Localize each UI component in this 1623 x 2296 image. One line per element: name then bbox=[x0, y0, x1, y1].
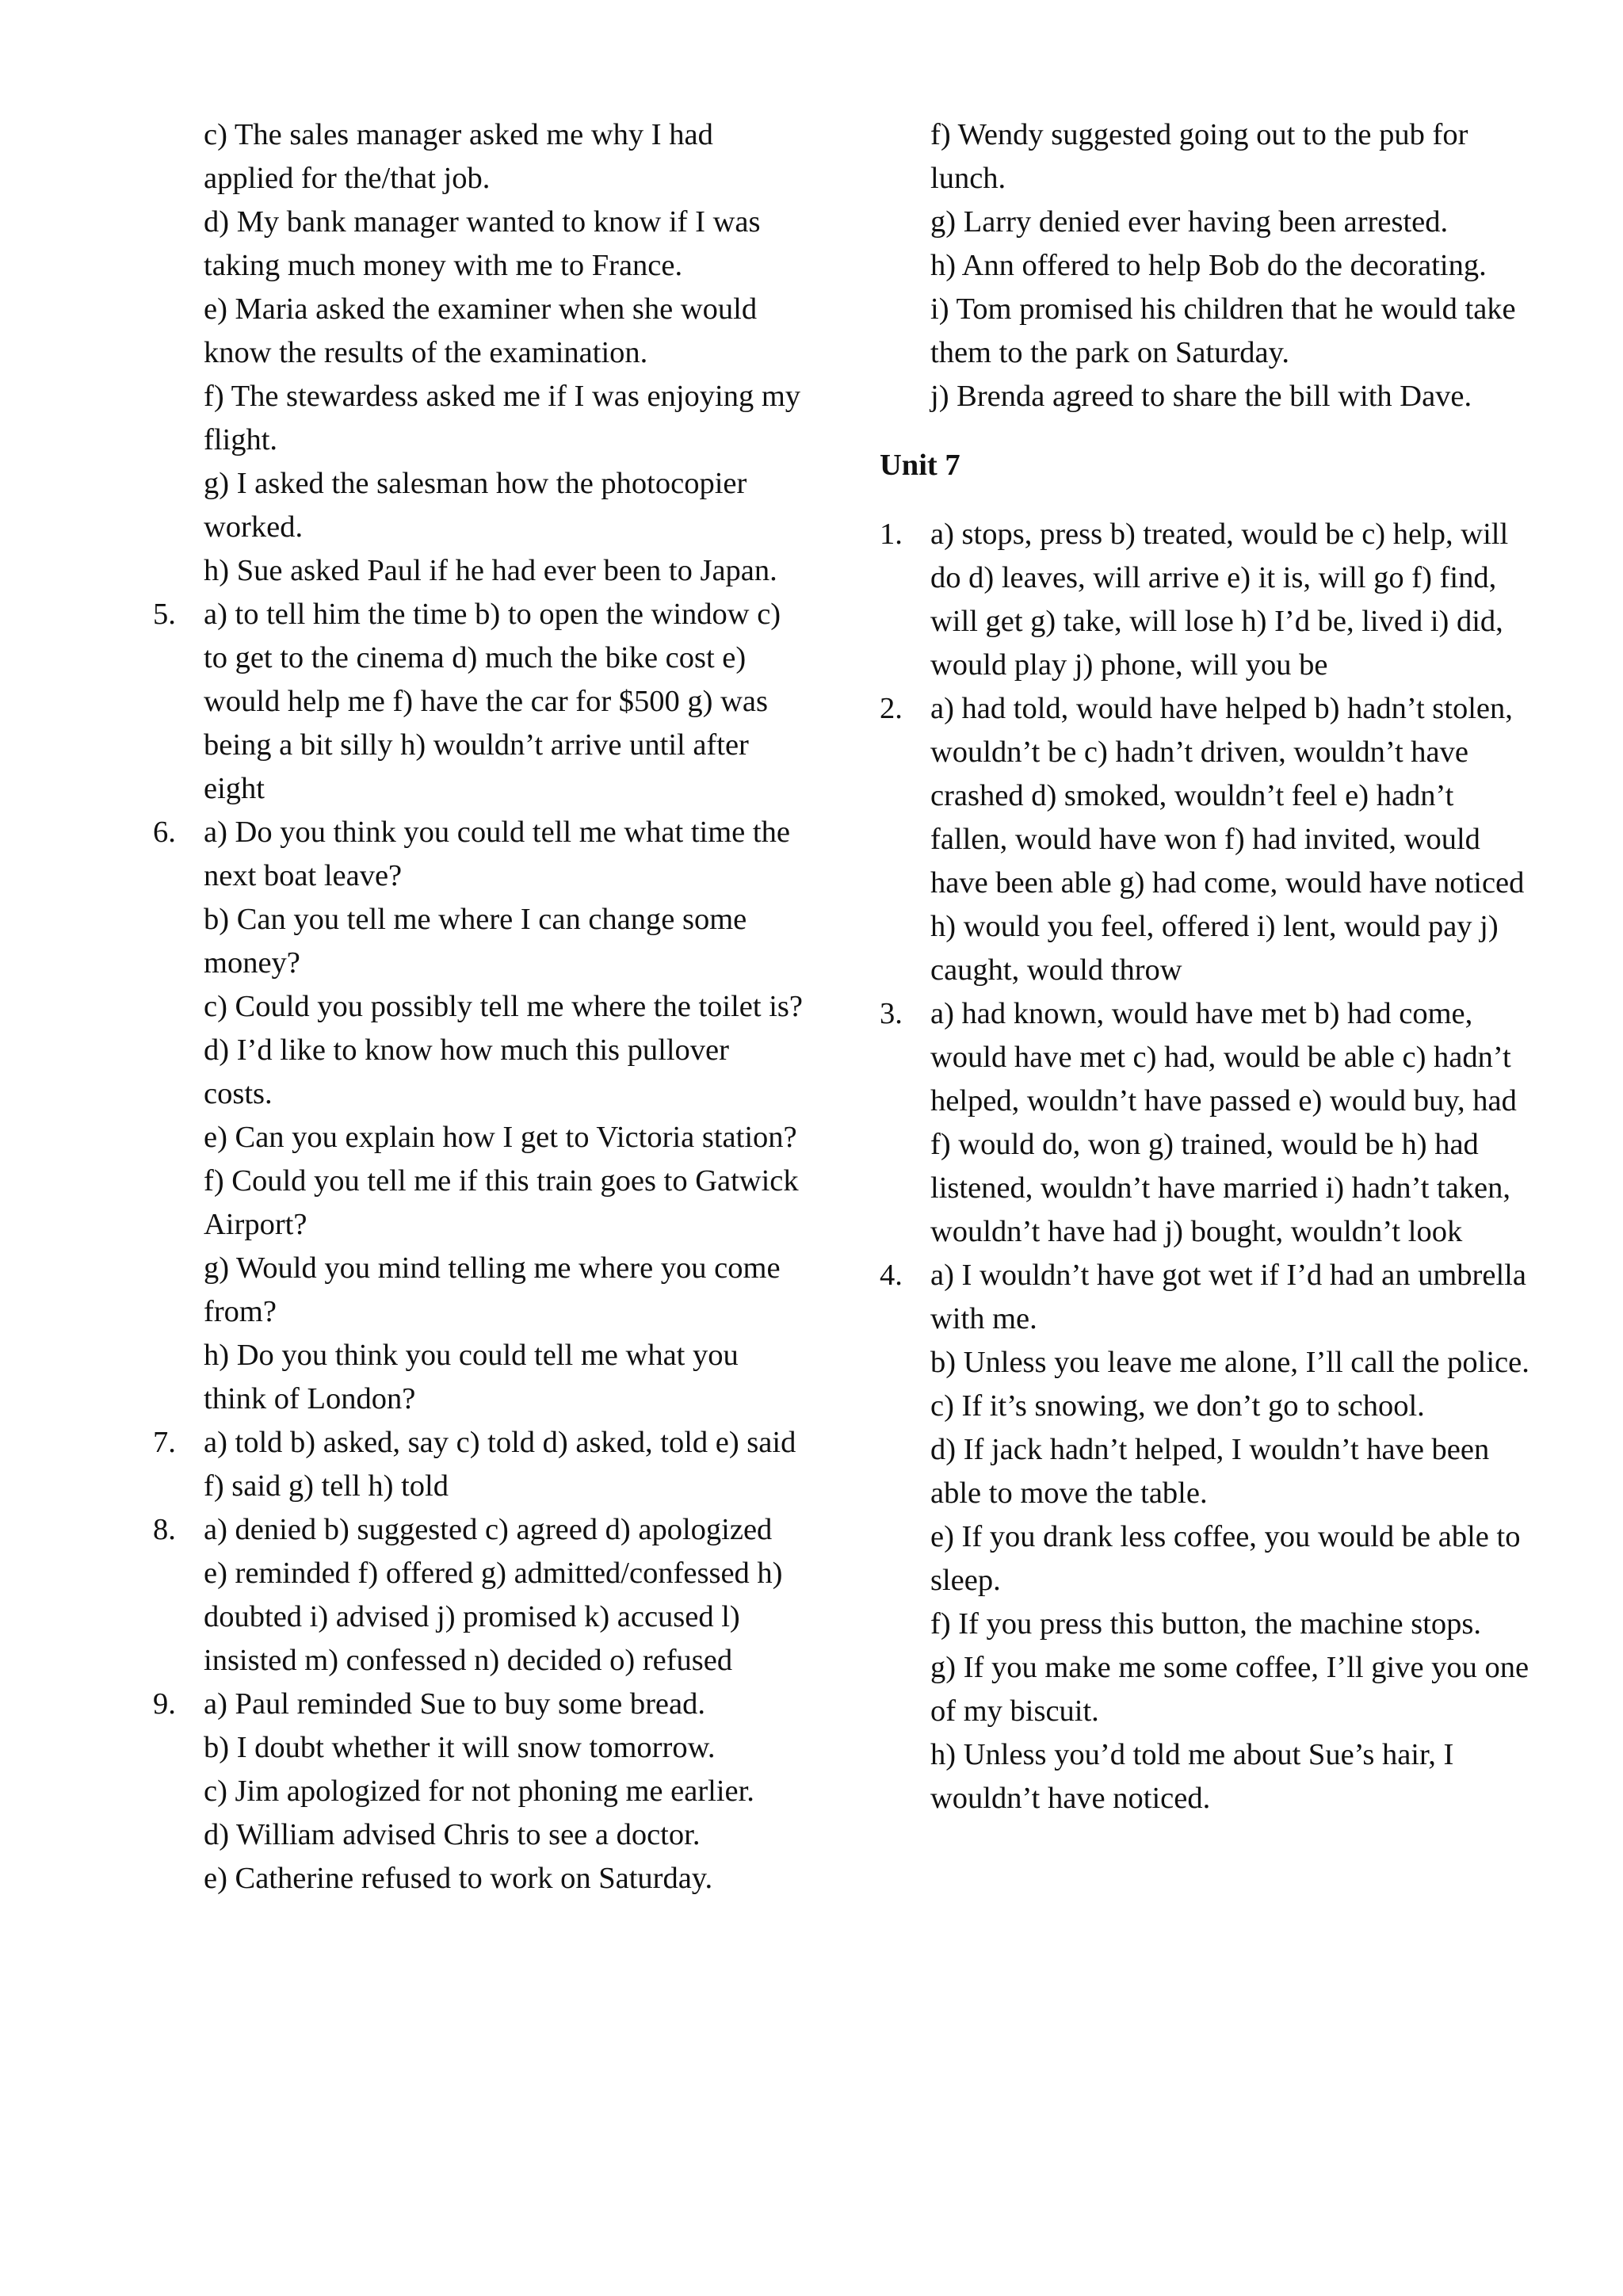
question-number: 9. bbox=[153, 1687, 176, 1721]
answer-line: h) Ann offered to help Bob do the decorating. bbox=[930, 249, 1487, 282]
answer-text: a) told b) asked, say c) told d) asked, told e) said f) said g) tell h) told bbox=[204, 1426, 796, 1503]
answer-line: f) Could you tell me if this train goes to Gatwick Airport? bbox=[204, 1164, 799, 1241]
question-7 bbox=[153, 1421, 803, 1508]
question-8 bbox=[153, 1508, 803, 1683]
answer-text: a) stops, press b) treated, would be c) help, will do d) leaves, will arrive e) it is, will go f) find, will get g) take, will lose h) I’d be, lived i) did, would play j) phone, will you be bbox=[930, 518, 1509, 682]
answer-line: e) Can you explain how I get to Victoria station? bbox=[204, 1121, 797, 1154]
answer-line: g) I asked the salesman how the photocopier worked. bbox=[204, 467, 747, 544]
question-number: 5. bbox=[153, 598, 176, 631]
answer-line: a) I wouldn’t have got wet if I’d had an umbrella with me. bbox=[930, 1259, 1526, 1335]
q4-continued bbox=[204, 113, 803, 593]
answer-line: e) If you drank less coffee, you would be able to sleep. bbox=[930, 1520, 1521, 1597]
answer-text: a) denied b) suggested c) agreed d) apologized e) reminded f) offered g) admitted/confessed h) doubted i) advised j) promised k) accused l) insisted m) confessed n) decided o) refused bbox=[204, 1513, 783, 1677]
answer-text: a) had told, would have helped b) hadn’t stolen, wouldn’t be c) hadn’t driven, wouldn’t have crashed d) smoked, wouldn’t feel e) hadn’t fallen, would have won f) had invited, would have been able g) had come, would have noticed h) would you feel, offered i) lent, would pay j) caught, would throw bbox=[930, 692, 1525, 987]
answer-line: d) I’d like to know how much this pullover costs. bbox=[204, 1033, 729, 1110]
answer-line: d) If jack hadn’t helped, I wouldn’t have been able to move the table. bbox=[930, 1433, 1490, 1510]
answer-line: h) Do you think you could tell me what you think of London? bbox=[204, 1339, 739, 1415]
question-number: 2. bbox=[880, 692, 903, 725]
question-9 bbox=[153, 1683, 803, 1901]
answer-line: j) Brenda agreed to share the bill with Dave. bbox=[930, 380, 1472, 413]
question-number: 4. bbox=[880, 1259, 903, 1292]
answer-line: d) William advised Chris to see a doctor. bbox=[204, 1818, 701, 1851]
answer-line: c) Jim apologized for not phoning me earlier. bbox=[204, 1775, 754, 1808]
q9-continued bbox=[930, 113, 1529, 418]
left-column bbox=[153, 113, 803, 1901]
answer-text: a) to tell him the time b) to open the window c) to get to the cinema d) much the bike cost e) would help me f) have the car for $500 g) was being a bit silly h) wouldn’t arrive until after eight bbox=[204, 598, 781, 805]
answer-line: h) Unless you’d told me about Sue’s hair, I wouldn’t have noticed. bbox=[930, 1738, 1454, 1815]
answer-line: d) My bank manager wanted to know if I was taking much money with me to France. bbox=[204, 205, 761, 282]
answer-text: a) had known, would have met b) had come, would have met c) had, would be able c) hadn’t helped, wouldn’t have passed e) would buy, had f) would do, won g) trained, would be h) had listened, wouldn’t have married i) hadn’t taken, wouldn’t have had j) bought, wouldn’t look bbox=[930, 997, 1517, 1248]
right-column bbox=[880, 113, 1529, 1820]
question-1 bbox=[880, 513, 1529, 687]
answer-line: e) Catherine refused to work on Saturday. bbox=[204, 1862, 713, 1895]
answer-line: g) If you make me some coffee, I’ll give you one of my biscuit. bbox=[930, 1651, 1529, 1728]
answer-line: f) The stewardess asked me if I was enjoying my flight. bbox=[204, 380, 801, 457]
answer-line: b) Unless you leave me alone, I’ll call the police. bbox=[930, 1346, 1529, 1379]
question-5 bbox=[153, 593, 803, 811]
answer-line: c) The sales manager asked me why I had applied for the/that job. bbox=[204, 118, 713, 195]
question-3 bbox=[880, 992, 1529, 1254]
answer-line: c) Could you possibly tell me where the toilet is? bbox=[204, 990, 803, 1023]
question-number: 8. bbox=[153, 1513, 176, 1546]
answer-line: f) Wendy suggested going out to the pub for lunch. bbox=[930, 118, 1468, 195]
answer-line: g) Larry denied ever having been arrested. bbox=[930, 205, 1449, 239]
question-number: 7. bbox=[153, 1426, 176, 1459]
question-number: 1. bbox=[880, 518, 903, 551]
answer-line: b) I doubt whether it will snow tomorrow. bbox=[204, 1731, 716, 1764]
answer-line: c) If it’s snowing, we don’t go to school. bbox=[930, 1389, 1425, 1423]
question-number: 6. bbox=[153, 816, 176, 849]
unit-heading: Unit 7 bbox=[880, 449, 960, 482]
answer-line: e) Maria asked the examiner when she would know the results of the examination. bbox=[204, 292, 758, 369]
answer-line: a) Do you think you could tell me what time the next boat leave? bbox=[204, 816, 790, 892]
answer-line: g) Would you mind telling me where you come from? bbox=[204, 1251, 781, 1328]
question-6 bbox=[153, 811, 803, 1421]
question-2 bbox=[880, 687, 1529, 992]
answer-line: f) If you press this button, the machine stops. bbox=[930, 1607, 1482, 1641]
question-4 bbox=[880, 1254, 1529, 1820]
answer-line: a) Paul reminded Sue to buy some bread. bbox=[204, 1687, 705, 1721]
answer-line: i) Tom promised his children that he would take them to the park on Saturday. bbox=[930, 292, 1516, 369]
answer-line: h) Sue asked Paul if he had ever been to Japan. bbox=[204, 554, 777, 587]
answer-line: b) Can you tell me where I can change some money? bbox=[204, 903, 747, 980]
question-number: 3. bbox=[880, 997, 903, 1030]
